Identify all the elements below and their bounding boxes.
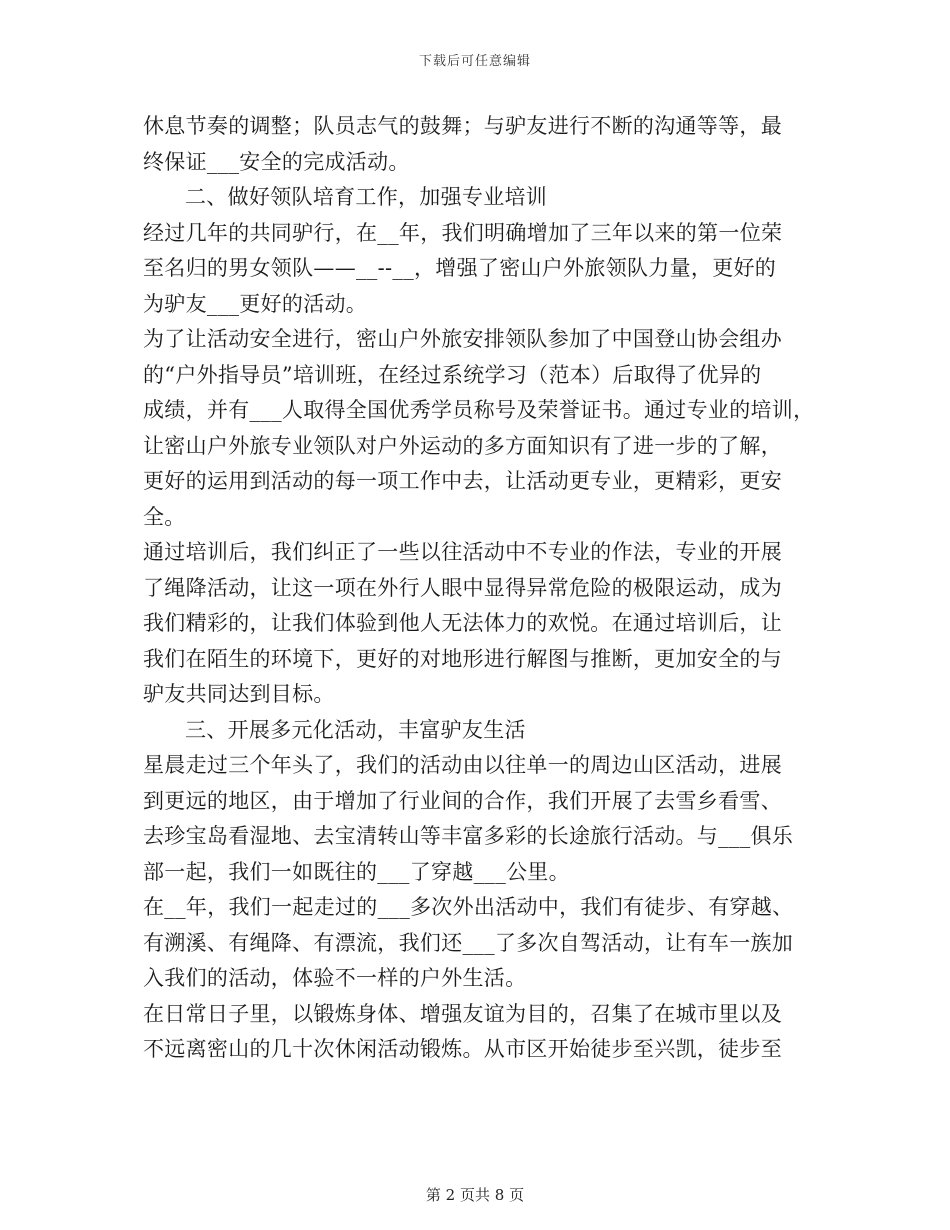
page-header: 下载后可任意编辑 [418, 54, 531, 69]
text-line: 更好的运用到活动的每一项工作中去，让活动更专业，更精彩，更安 [143, 469, 782, 493]
text-line: 到更远的地区，由于增加了行业间的合作，我们开展了去雪乡看雪、 [143, 788, 782, 813]
text-line: 让密山户外旅专业领队对户外运动的多方面知识有了进一步的了解， [143, 433, 782, 458]
text-line: 在__年，我们一起走过的___多次外出活动中，我们有徒步、有穿越、 [143, 895, 794, 919]
text-line: 了绳降活动，让这一项在外行人眼中显得异常危险的极限运动，成为 [143, 575, 782, 600]
text-line: 终保证___安全的完成活动。 [143, 149, 410, 174]
text-line: 有溯溪、有绳降、有漂流，我们还___了多次自驾活动，让有车一族加 [143, 930, 794, 955]
text-line: 全。 [143, 504, 186, 529]
text-line: 成绩，并有___人取得全国优秀学员称号及荣誉证书。通过专业的培训， [143, 398, 815, 422]
text-line: 去珍宝岛看湿地、去宝清转山等丰富多彩的长途旅行活动。与___俱乐 [143, 824, 794, 848]
text-line: 我们精彩的，让我们体验到他人无法体力的欢悦。在通过培训后，让 [143, 611, 782, 635]
text-line: 通过培训后，我们纠正了一些以往活动中不专业的作法，专业的开展 [143, 540, 782, 564]
text-line: 驴友共同达到目标。 [143, 682, 335, 706]
page-footer: 第 2 页共 8 页 [425, 1186, 525, 1204]
text-line: 星晨走过三个年头了，我们的活动由以往单一的周边山区活动，进展 [143, 753, 782, 777]
text-line: 部一起，我们一如既往的___了穿越___公里。 [143, 859, 570, 884]
document-body [143, 109, 823, 1068]
text-line: 的“户外指导员”培训班，在经过系统学习（范本）后取得了优异的 [143, 362, 762, 387]
section-heading: 二、做好领队培育工作，加强专业培训 [185, 185, 548, 209]
text-line: 为了让活动安全进行，密山户外旅安排领队参加了中国登山协会组办 [143, 327, 782, 351]
section-heading: 三、开展多元化活动，丰富驴友生活 [185, 717, 526, 742]
text-line: 我们在陌生的环境下，更好的对地形进行解图与推断，更加安全的与 [143, 646, 782, 671]
text-line: 在日常日子里，以锻炼身体、增强友谊为目的，召集了在城市里以及 [143, 1001, 782, 1026]
text-line: 至名归的男女领队——__--__，增强了密山户外旅领队力量，更好的 [143, 256, 777, 280]
text-line: 不远离密山的几十次休闲活动锻炼。从市区开始徒步至兴凯，徒步至 [143, 1037, 782, 1061]
text-line: 经过几年的共同驴行，在__年，我们明确增加了三年以来的第一位荣 [143, 220, 783, 245]
text-line: 为驴友___更好的活动。 [143, 291, 368, 316]
text-line: 入我们的活动，体验不一样的户外生活。 [143, 966, 527, 990]
text-line: 休息节奏的调整；队员志气的鼓舞；与驴友进行不断的沟通等等，最 [143, 114, 782, 138]
